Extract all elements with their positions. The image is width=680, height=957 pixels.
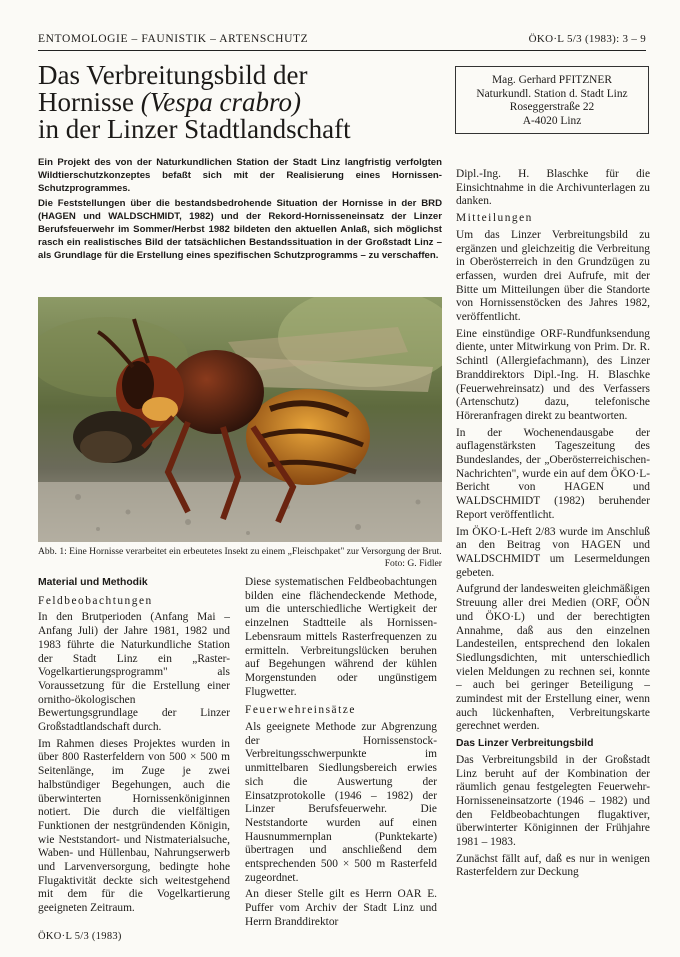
species-name: (Vespa crabro) bbox=[140, 87, 301, 117]
paragraph: Dipl.-Ing. H. Blaschke für die Einsichtnahme in die Archivunterlagen zu danken. bbox=[456, 168, 650, 208]
title-line-3: in der Linzer Stadtlandschaft bbox=[38, 114, 351, 144]
photo-credit: Foto: G. Fidler bbox=[384, 557, 442, 569]
subheading-field-observations: Feldbeobachtungen bbox=[38, 594, 153, 607]
paragraph: Als geeignete Methode zur Abgrenzung der Hornissenstock-Verbreitungsschwerpunkte im unmittelbaren Siedlungsbereich erwies sich die Auswertung der Einsatzprotokolle (1946 – 1982) der Linzer Berufsfeuerwehr. Die Neststandorte wurden auf einen Hausnummernplan (Punktekarte) übertragen und anschließend dem entsprechenden 500 × 500 m Rasterfeld zugeordnet. bbox=[245, 721, 437, 884]
hornet-illustration bbox=[38, 297, 442, 542]
author-institution: Naturkundl. Station d. Stadt Linz bbox=[476, 87, 628, 100]
paragraph: Im Rahmen dieses Projektes wurden in über 800 Rasterfeldern von 500 × 500 m Seitenlänge, im Zuge je zwei halbstündiger Begehungen, auch die überwinterten Hornissenköniginnen notiert. Die durch die vielfältigen Funktionen der nestgründenden Königin, wie Neststandort- und Nistmaterialsuche, Waben- und Hüllenbau, Nahrungserwerb und Larvenversorgung, bedingte hohe Flugaktivität deckte sich weitestgehend mit dem für die Vogelkartierung geeigneten Zeitraum. bbox=[38, 737, 230, 915]
title-line-2 bbox=[38, 89, 438, 116]
author-city: A-4020 Linz bbox=[522, 114, 582, 127]
caption-text: Abb. 1: Eine Hornisse verarbeitet ein erbeutetes Insekt zu einem „Fleischpaket" zur Versorgung der Brut. bbox=[38, 546, 442, 557]
paragraph: Zunächst fällt auf, daß es nur in wenigen Rasterfeldern zur Deckung bbox=[456, 852, 650, 879]
title-line-2-prefix: Hornisse bbox=[38, 87, 141, 117]
title-line-1: Das Verbreitungsbild der bbox=[38, 60, 308, 90]
running-header bbox=[38, 33, 646, 49]
article-title bbox=[38, 62, 438, 143]
header-rule bbox=[38, 50, 646, 51]
abstract-paragraph-2: Die Feststellungen über die bestandsbedrohende Situation der Hornisse in der BRD (HAGEN und WALDSCHMIDT, 1982) und der Rekord-Hornisseneinsatz der Linzer Berufsfeuerwehr im Sommer/Herbst 1982 bildeten den aktuellen Anlaß, sich möglichst rasch ein realistisches Bild der tatsächlichen Bestandssituation in der Großstadt Linz – als Grundlage für die Erstellung eines spezifischen Schutzprogramms – zu verschaffen. bbox=[38, 198, 442, 261]
page-footer: ÖKO·L 5/3 (1983) bbox=[38, 931, 122, 942]
journal-reference: ÖKO·L 5/3 (1983): 3 – 9 bbox=[528, 33, 646, 45]
section-label: ENTOMOLOGIE – FAUNISTIK – ARTENSCHUTZ bbox=[38, 33, 309, 45]
paragraph: Um das Linzer Verbreitungsbild zu ergänzen und gleichzeitig die Verbreitung in Oberösterreich in den Grundzügen zu erfassen, wurden drei Aufrufe, mit der Bitte um Mitteilungen über die Standorte von Hornissenstöcken des Jahres 1982, veröffentlicht. bbox=[456, 228, 650, 324]
paragraph: Im ÖKO·L-Heft 2/83 wurde im Anschluß an den Beitrag von HAGEN und WALDSCHMIDT um Lesermeldungen gebeten. bbox=[456, 525, 650, 579]
column-1 bbox=[38, 576, 230, 916]
author-box bbox=[455, 66, 649, 134]
section-heading-methods: Material und Methodik bbox=[38, 577, 148, 588]
paragraph: Eine einstündige ORF-Rundfunksendung diente, unter Mitwirkung von Prim. Dr. R. Schintl (Allergiefachmann), des Linzer Branddirektors Dipl.-Ing. H. Blaschke (Feuerwehreinsatz) und des Verfassers (Artenschutz) dazu, telefonische Höreranfragen direkt zu beantworten. bbox=[456, 327, 650, 422]
section-heading-distribution: Das Linzer Verbreitungsbild bbox=[456, 738, 594, 750]
abstract-paragraph-1: Ein Projekt des von der Naturkundlichen Station der Stadt Linz langfristig verfolgten Wildtierschutzkonzeptes befaßt sich mit der Realisierung eines Hornissen-Schutzprogrammes. bbox=[38, 157, 442, 194]
column-2 bbox=[245, 576, 437, 930]
abstract bbox=[38, 156, 442, 262]
paragraph: An dieser Stelle gilt es Herrn OAR E. Puffer vom Archiv der Stadt Linz und Herrn Branddirektor bbox=[245, 888, 437, 928]
column-3 bbox=[456, 168, 650, 880]
subheading-fire-brigade: Feuerwehreinsätze bbox=[245, 704, 356, 717]
subheading-announcements: Mitteilungen bbox=[456, 212, 533, 225]
paragraph: In der Wochenendausgabe der auflagenstärksten Tageszeitung des Bundeslandes, der „Oberösterreichischen-Nachrichten", wurde ein auf dem ÖKO·L-Bericht von HAGEN und WALDSCHMIDT (1982) beruhender Report veröffentlicht. bbox=[456, 426, 650, 521]
paragraph: Diese systematischen Feldbeobachtungen bilden eine flächendeckende Methode, um die unterschiedliche Wertigkeit der einzelnen Stadtteile als Hornissen-Lebensraum mittels Rasterfrequenzen zu ermitteln. Verbreitungslücken beruhen auf Begehungen während der kühlen Morgenstunden oder ungünstigem Flugwetter. bbox=[245, 576, 437, 698]
author-name: Mag. Gerhard PFITZNER bbox=[492, 74, 612, 86]
figure-caption bbox=[38, 546, 442, 569]
paragraph: Das Verbreitungsbild in der Großstadt Linz beruht auf der Kombination der räumlich genau festgelegten Feuerwehr-Hornisseneinsatzorte (1946 – 1982) und den Feldbeobachtungen flugaktiver, überwinterter Königinnen der Frühjahre 1981 – 1983. bbox=[456, 753, 650, 849]
hornet-photo bbox=[38, 297, 442, 542]
author-street: Roseggerstraße 22 bbox=[509, 101, 595, 113]
paragraph: Aufgrund der landesweiten gleichmäßigen Streuung aller drei Medien (ORF, OÖN und ÖKO·L) und der berechtigten Annahme, daß aus den einzelnen Landesteilen, entsprechend den lokalen Siedlungsdichten, mit unterschiedlich vielen Meldungen zu rechnen sei, konnte – auch bei geringer Beteiligung – zumindest mit der Erstellung einer, wenn auch lückenhaften, Verbreitungskarte gerechnet werden. bbox=[456, 583, 650, 733]
paragraph: In den Brutperioden (Anfang Mai – Anfang Juli) der Jahre 1981, 1982 und 1983 führte die Naturkundliche Station der Stadt Linz ein „Raster-Vogelkartierungsprogramm" als Voraussetzung für die Erstellung einer ornitho-ökologischen Bewertungsgrundlage der Linzer Großstadtlandschaft durch. bbox=[38, 611, 230, 734]
